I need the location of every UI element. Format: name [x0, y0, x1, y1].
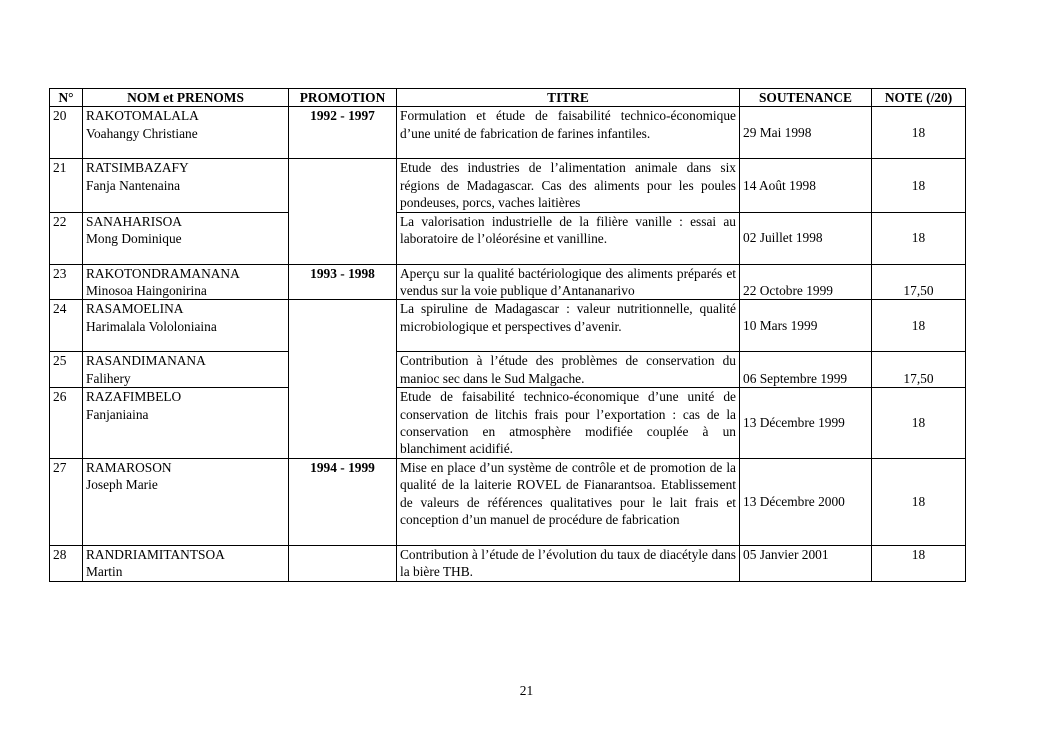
row-given-names: Voahangy Christiane: [86, 125, 198, 141]
row-given-names: Joseph Marie: [86, 477, 158, 493]
row-surname: RAZAFIMBELO: [86, 389, 182, 405]
row-number: 24: [50, 300, 83, 352]
row-surname: RASAMOELINA: [86, 301, 184, 317]
row-given-names: Fanjaniaina: [86, 406, 149, 422]
table-row: [50, 212, 966, 264]
row-name: [83, 300, 289, 352]
row-soutenance: 29 Mai 1998: [740, 107, 872, 159]
table-row: [50, 545, 966, 581]
row-name: [83, 107, 289, 159]
row-promotion: [289, 300, 397, 352]
row-promotion: 1993 - 1998: [289, 264, 397, 300]
row-promotion: 1994 - 1999: [289, 458, 397, 545]
table-row: [50, 458, 966, 545]
row-title: La spiruline de Madagascar : valeur nutritionnelle, qualité microbiologique et perspectives d’avenir.: [397, 300, 740, 352]
row-promotion: [289, 545, 397, 581]
table-header-row: [50, 89, 966, 107]
row-soutenance: 10 Mars 1999: [740, 300, 872, 352]
row-note: 18: [872, 388, 966, 459]
row-note: 18: [872, 300, 966, 352]
row-promotion: [289, 388, 397, 459]
row-name: [83, 458, 289, 545]
table-row: [50, 388, 966, 459]
row-number: 26: [50, 388, 83, 459]
row-given-names: Mong Dominique: [86, 231, 182, 247]
row-soutenance: 05 Janvier 2001: [740, 545, 872, 581]
row-surname: SANAHARISOA: [86, 213, 182, 229]
row-soutenance: 13 Décembre 1999: [740, 388, 872, 459]
header-title: TITRE: [397, 89, 740, 107]
table-row: [50, 264, 966, 300]
row-note: 18: [872, 212, 966, 264]
row-surname: RAMAROSON: [86, 459, 172, 475]
row-name: [83, 159, 289, 212]
row-surname: RASANDIMANANA: [86, 353, 206, 369]
row-name: [83, 264, 289, 300]
header-promotion: PROMOTION: [289, 89, 397, 107]
row-name: [83, 352, 289, 388]
row-name: [83, 545, 289, 581]
row-note: 18: [872, 107, 966, 159]
header-num: N°: [50, 89, 83, 107]
row-soutenance: 02 Juillet 1998: [740, 212, 872, 264]
row-number: 28: [50, 545, 83, 581]
row-given-names: Fanja Nantenaina: [86, 177, 181, 193]
row-surname: RANDRIAMITANTSOA: [86, 546, 225, 562]
row-note: 18: [872, 159, 966, 212]
row-note: 18: [872, 545, 966, 581]
row-promotion: 1992 - 1997: [289, 107, 397, 159]
row-soutenance: 14 Août 1998: [740, 159, 872, 212]
row-surname: RATSIMBAZAFY: [86, 160, 189, 176]
row-promotion: [289, 352, 397, 388]
row-given-names: Harimalala Vololoniaina: [86, 318, 217, 334]
row-note: 17,50: [872, 264, 966, 300]
row-soutenance: 22 Octobre 1999: [740, 264, 872, 300]
table-row: [50, 300, 966, 352]
row-given-names: Martin: [86, 564, 123, 580]
row-given-names: Minosoa Haingonirina: [86, 283, 207, 299]
row-number: 25: [50, 352, 83, 388]
row-surname: RAKOTOMALALA: [86, 108, 199, 124]
table-row: [50, 107, 966, 159]
row-promotion: [289, 212, 397, 264]
row-title: La valorisation industrielle de la filière vanille : essai au laboratoire de l’oléorésine et vanilline.: [397, 212, 740, 264]
row-title: Etude des industries de l’alimentation animale dans six régions de Madagascar. Cas des aliments pour les poules pondeuses, porcs, vaches laitières: [397, 159, 740, 212]
row-number: 27: [50, 458, 83, 545]
thesis-table: [49, 88, 966, 582]
row-title: Mise en place d’un système de contrôle et de promotion de la qualité de la laiterie ROVEL de Fianarantsoa. Etablissement de valeurs de références qualitatives pour le lait frais et conception d’un manuel de procédure de fabrication: [397, 458, 740, 545]
row-title: Aperçu sur la qualité bactériologique des aliments préparés et vendus sur la voie publique d’Antananarivo: [397, 264, 740, 300]
row-title: Formulation et étude de faisabilité technico-économique d’une unité de fabrication de farines infantiles.: [397, 107, 740, 159]
header-name: NOM et PRENOMS: [83, 89, 289, 107]
header-soutenance: SOUTENANCE: [740, 89, 872, 107]
row-title: Contribution à l’étude des problèmes de conservation du manioc sec dans le Sud Malgache.: [397, 352, 740, 388]
row-soutenance: 06 Septembre 1999: [740, 352, 872, 388]
row-given-names: Falihery: [86, 370, 131, 386]
page-number: 21: [519, 683, 534, 698]
row-title: Contribution à l’étude de l’évolution du taux de diacétyle dans la bière THB.: [397, 545, 740, 581]
table-row: [50, 159, 966, 212]
row-title: Etude de faisabilité technico-économique d’une unité de conservation de litchis frais pour l’exportation : cas de la conservation en atmosphère modifiée couplée à un blanchiment acidifié.: [397, 388, 740, 459]
row-number: 21: [50, 159, 83, 212]
row-name: [83, 388, 289, 459]
row-number: 20: [50, 107, 83, 159]
row-number: 23: [50, 264, 83, 300]
row-promotion: [289, 159, 397, 212]
header-note: NOTE (/20): [872, 89, 966, 107]
table-row: [50, 352, 966, 388]
row-surname: RAKOTONDRAMANANA: [86, 265, 240, 281]
row-number: 22: [50, 212, 83, 264]
row-note: 17,50: [872, 352, 966, 388]
row-name: [83, 212, 289, 264]
row-soutenance: 13 Décembre 2000: [740, 458, 872, 545]
row-note: 18: [872, 458, 966, 545]
